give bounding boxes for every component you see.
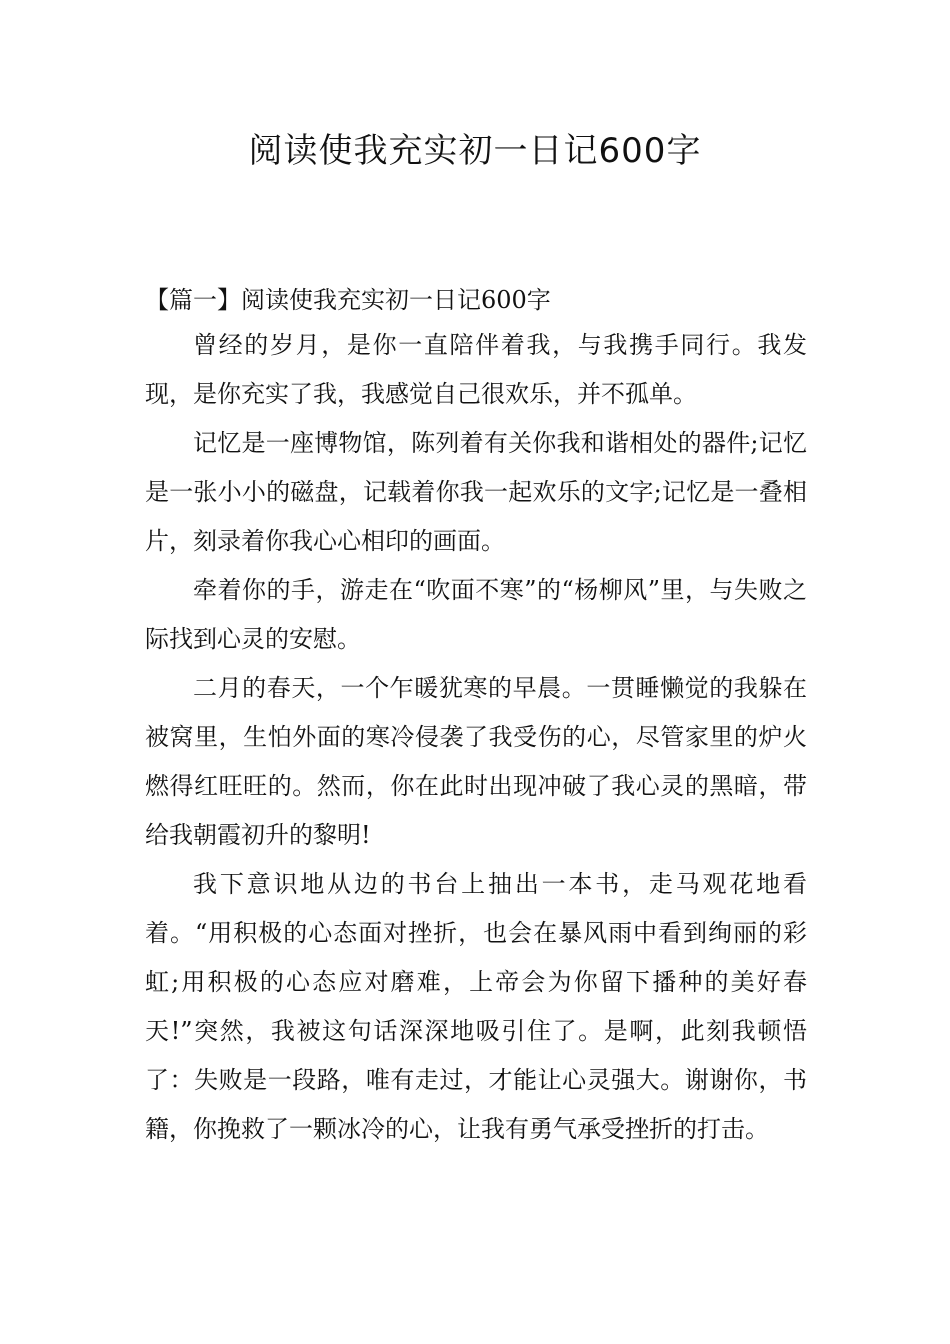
paragraph-1: 曾经的岁月，是你一直陪伴着我，与我携手同行。我发现，是你充实了我，我感觉自己很欢乐，并不孤单。: [145, 331, 807, 408]
document-title: 阅读使我充实初一日记600字: [248, 131, 702, 171]
paragraph-4: 二月的春天，一个乍暖犹寒的早晨。一贯睡懒觉的我躲在被窝里，生怕外面的寒冷侵袭了我受伤的心，尽管家里的炉火燃得红旺旺的。然而，你在此时出现冲破了我心灵的黑暗，带给我朝霞初升的黎明!: [145, 674, 807, 849]
paragraph-3: 牵着你的手，游走在“吹面不寒”的“杨柳风”里，与失败之际找到心灵的安慰。: [145, 576, 807, 653]
paragraph-5: 我下意识地从边的书台上抽出一本书，走马观花地看着。“用积极的心态面对挫折，也会在暴风雨中看到绚丽的彩虹;用积极的心态应对磨难，上帝会为你留下播种的美好春天!”突然，我被这句话深深地吸引住了。是啊，此刻我顿悟了：失败是一段路，唯有走过，才能让心灵强大。谢谢你，书籍，你挽救了一颗冰冷的心，让我有勇气承受挫折的打击。: [145, 870, 807, 1143]
paragraph-2: 记忆是一座博物馆，陈列着有关你我和谐相处的器件;记忆是一张小小的磁盘，记载着你我一起欢乐的文字;记忆是一叠相片，刻录着你我心心相印的画面。: [145, 429, 807, 555]
document-body: [145, 279, 807, 1154]
section-heading: 【篇一】阅读使我充实初一日记600字: [145, 286, 551, 314]
